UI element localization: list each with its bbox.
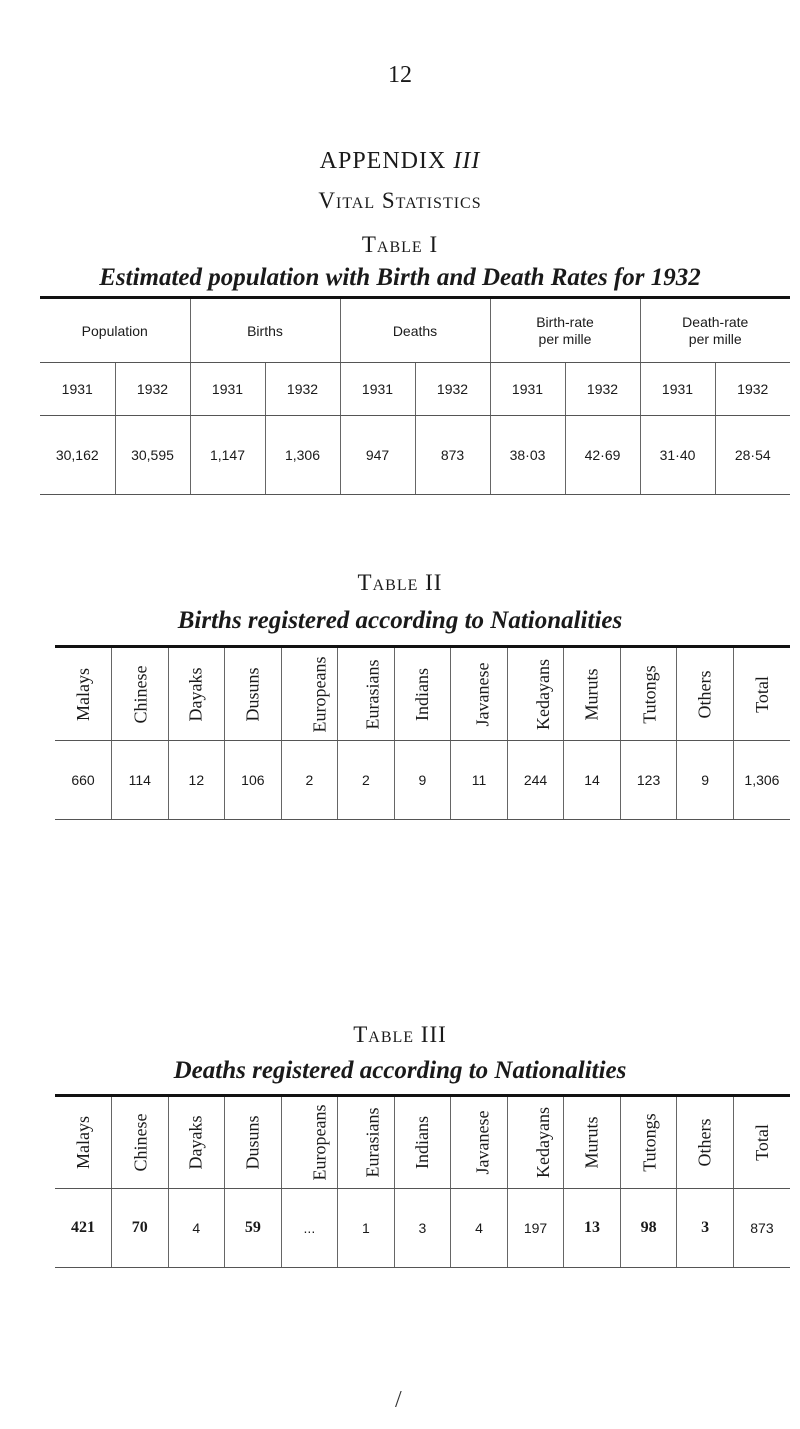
table3-header-row xyxy=(55,1096,790,1189)
appendix-numeral: III xyxy=(453,148,481,174)
table2-value-cell: 9 xyxy=(677,741,734,820)
table1-year-cell: 1931 xyxy=(40,363,115,416)
table1-year-cell: 1931 xyxy=(190,363,265,416)
table3-header: Dusuns xyxy=(242,1115,263,1170)
table2-value-cell: 2 xyxy=(281,741,338,820)
table3-value-cell: 4 xyxy=(168,1189,225,1268)
table3-value-cell: 59 xyxy=(225,1189,282,1268)
table2-value-row xyxy=(55,741,790,820)
table2-header: Kedayans xyxy=(532,658,553,730)
table3-value-cell: 421 xyxy=(55,1189,112,1268)
table1-group-header: Births xyxy=(190,298,340,363)
table1-group-header: Death-rate per mille xyxy=(640,298,790,363)
table2-title: Table II xyxy=(357,570,443,595)
table3-header: Dayaks xyxy=(185,1115,206,1170)
table1-group-header: Deaths xyxy=(340,298,490,363)
table3-value-cell: 3 xyxy=(677,1189,734,1268)
table3-header: Kedayans xyxy=(532,1107,553,1178)
table1-value-cell: 947 xyxy=(340,416,415,495)
table2-value-cell: 9 xyxy=(394,741,451,820)
table1-value-cell: 42·69 xyxy=(565,416,640,495)
table3-value-cell: 3 xyxy=(394,1189,451,1268)
table1-year-cell: 1932 xyxy=(715,363,790,416)
table3-value-cell: 873 xyxy=(733,1189,790,1268)
table3-header: Malays xyxy=(72,1116,93,1169)
table2-header: Tutongs xyxy=(639,664,660,724)
table2-header: Eurasians xyxy=(362,659,383,729)
table3-caption: Deaths registered according to Nationalities xyxy=(173,1057,627,1084)
table2-header: Chinese xyxy=(130,665,151,723)
section-subtitle: Vital Statistics xyxy=(318,188,482,213)
table3-value-cell: 197 xyxy=(507,1189,564,1268)
table3-header: Europeans xyxy=(309,1104,330,1181)
table3-value-cell: 13 xyxy=(564,1189,621,1268)
table2-value-cell: 244 xyxy=(507,741,564,820)
appendix-label: APPENDIX xyxy=(319,148,447,174)
table2-value-cell: 106 xyxy=(225,741,282,820)
page-number: 12 xyxy=(388,62,412,88)
table2-header: Europeans xyxy=(309,656,330,732)
table1-value-cell: 30,595 xyxy=(115,416,190,495)
table1-year-cell: 1932 xyxy=(565,363,640,416)
pencil-mark: / xyxy=(395,1387,402,1413)
table1-caption: Estimated population with Birth and Death Rates for 1932 xyxy=(99,264,701,291)
table1-value-cell: 28·54 xyxy=(715,416,790,495)
table3-value-row xyxy=(55,1189,790,1268)
table1-year-cell: 1932 xyxy=(265,363,340,416)
table1-year-cell: 1931 xyxy=(340,363,415,416)
table3-header: Eurasians xyxy=(362,1107,383,1178)
table2-header: Others xyxy=(694,670,715,718)
table2-value-cell: 2 xyxy=(338,741,395,820)
table3-value-cell: ... xyxy=(281,1189,338,1268)
table2-caption: Births registered according to Nationalities xyxy=(177,607,623,634)
table1-value-cell: 1,306 xyxy=(265,416,340,495)
table3-value-cell: 98 xyxy=(620,1189,677,1268)
table2-header: Muruts xyxy=(581,667,602,721)
table1-value-cell: 30,162 xyxy=(40,416,115,495)
table1-value-cell: 31·40 xyxy=(640,416,715,495)
table2-value-cell: 14 xyxy=(564,741,621,820)
table1-value-cell: 1,147 xyxy=(190,416,265,495)
table2-header: Dusuns xyxy=(242,666,263,722)
table1-year-cell: 1931 xyxy=(640,363,715,416)
table1-year-cell: 1932 xyxy=(415,363,490,416)
table2-value-cell: 660 xyxy=(55,741,112,820)
table2-value-cell: 114 xyxy=(112,741,169,820)
table2-value-cell: 123 xyxy=(620,741,677,820)
table2-header: Total xyxy=(751,675,772,713)
table2 xyxy=(55,645,790,820)
table3 xyxy=(55,1094,790,1268)
table1-year-cell: 1931 xyxy=(490,363,565,416)
table3-header: Chinese xyxy=(130,1113,151,1172)
table3-header: Muruts xyxy=(581,1116,602,1169)
table1-group-header: Birth-rate per mille xyxy=(490,298,640,363)
table1-year-cell: 1932 xyxy=(115,363,190,416)
table2-header: Javanese xyxy=(472,662,493,726)
table3-header: Total xyxy=(751,1124,772,1161)
table3-title: Table III xyxy=(353,1022,447,1047)
table1 xyxy=(40,296,790,495)
table3-header: Indians xyxy=(411,1116,432,1169)
table3-header: Javanese xyxy=(472,1110,493,1175)
table3-value-cell: 70 xyxy=(112,1189,169,1268)
table1-group-header: Population xyxy=(40,298,190,363)
table2-header: Indians xyxy=(411,667,432,721)
table2-value-cell: 11 xyxy=(451,741,508,820)
table3-value-cell: 4 xyxy=(451,1189,508,1268)
table3-value-cell: 1 xyxy=(338,1189,395,1268)
table1-value-cell: 873 xyxy=(415,416,490,495)
table1-year-row xyxy=(40,363,790,416)
table2-value-cell: 12 xyxy=(168,741,225,820)
table1-value-cell: 38·03 xyxy=(490,416,565,495)
table3-header: Others xyxy=(694,1118,715,1167)
table1-value-row xyxy=(40,416,790,495)
table1-group-header-row xyxy=(40,298,790,363)
appendix-heading xyxy=(0,148,800,175)
table2-value-cell: 1,306 xyxy=(733,741,790,820)
table2-header: Dayaks xyxy=(185,667,206,721)
table1-title: Table I xyxy=(361,232,439,257)
table2-header-row xyxy=(55,647,790,741)
table2-header: Malays xyxy=(72,667,93,721)
table3-header: Tutongs xyxy=(639,1113,660,1172)
